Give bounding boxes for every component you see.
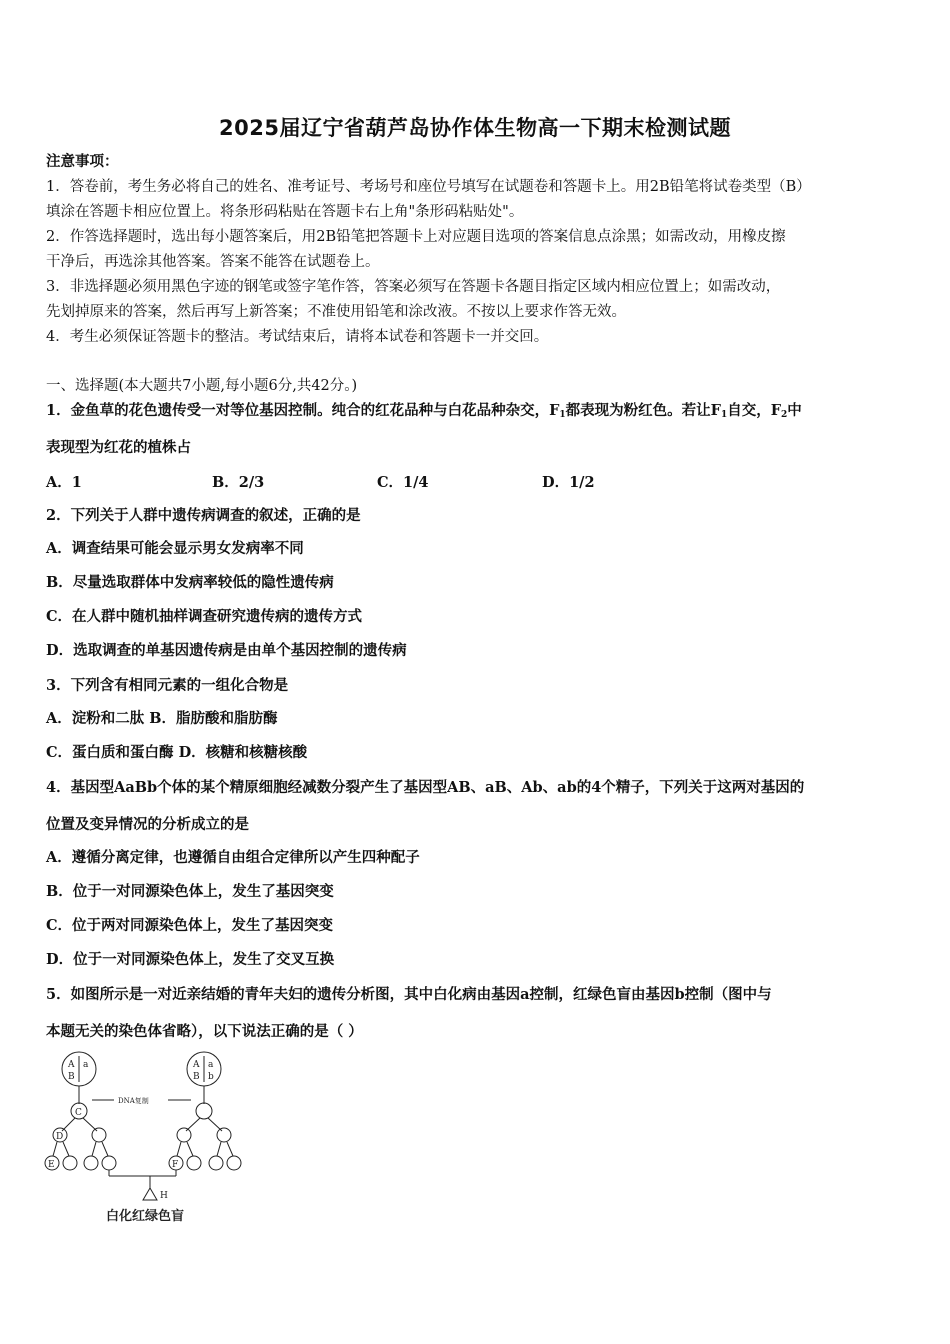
question-5-stem-line2: 本题无关的染色体省略），以下说法正确的是（ ） bbox=[46, 1023, 363, 1040]
gene-label: A bbox=[68, 1060, 75, 1070]
cell bbox=[102, 1156, 116, 1170]
option-d[interactable]: D．1/2 bbox=[542, 474, 595, 491]
question-5-stem: 5．如图所示是一对近亲结婚的青年夫妇的遗传分析图，其中白化病由基因a控制，红绿色盲由基因b控制（图中与 bbox=[46, 986, 772, 1003]
label-f: F bbox=[172, 1160, 179, 1170]
option-c[interactable]: C．1/4 bbox=[377, 474, 429, 491]
q1-f: F bbox=[549, 402, 560, 419]
label-e: E bbox=[48, 1160, 55, 1170]
gene-label: a bbox=[83, 1060, 89, 1070]
notice-heading: 注意事项： bbox=[46, 153, 119, 170]
q1-f: F bbox=[710, 402, 721, 419]
label-c: C bbox=[75, 1108, 82, 1118]
cell bbox=[92, 1128, 106, 1142]
q1-sub2: 2 bbox=[781, 410, 788, 420]
option-b[interactable]: B．尽量选取群体中发病率较低的隐性遗传病 bbox=[46, 574, 334, 591]
branch bbox=[227, 1142, 233, 1156]
option-ab[interactable]: A．淀粉和二肽 B．脂肪酸和脂肪酶 bbox=[46, 710, 278, 727]
option-b[interactable]: B．位于一对同源染色体上，发生了基因突变 bbox=[46, 883, 334, 900]
q1-sub1: 1 bbox=[559, 410, 566, 420]
option-a[interactable]: A．1 bbox=[46, 474, 82, 491]
option-d[interactable]: D．选取调查的单基因遗传病是由单个基因控制的遗传病 bbox=[46, 642, 407, 659]
option-a[interactable]: A．遵循分离定律，也遵循自由组合定律所以产生四种配子 bbox=[46, 849, 420, 866]
label-d: D bbox=[56, 1132, 64, 1142]
q1-text-b: 都表现为粉红色。若让 bbox=[565, 402, 711, 419]
notice-line: 3．非选择题必须用黑色字迹的钢笔或签字笔作答，答案必须写在答题卡各题目指定区域内相应位置上；如需改动， bbox=[46, 279, 781, 295]
question-4-stem: 4．基因型AaBb个体的某个精原细胞经减数分裂产生了基因型AB、aB、Ab、ab的4个精子，下列关于这两对基因的 bbox=[46, 779, 805, 796]
notice-line: 1．答卷前，考生务必将自己的姓名、准考证号、考场号和座位号填写在试题卷和答题卡上。用2B铅笔将试卷类型（B） bbox=[46, 179, 811, 195]
cell-right-2 bbox=[196, 1103, 212, 1119]
section-heading: 一、选择题(本大题共7小题,每小题6分,共42分。) bbox=[46, 378, 358, 394]
question-2-stem: 2．下列关于人群中遗传病调查的叙述，正确的是 bbox=[46, 507, 361, 524]
label-h: H bbox=[160, 1191, 168, 1201]
option-cd[interactable]: C．蛋白质和蛋白酶 D．核糖和核糖核酸 bbox=[46, 744, 308, 761]
notice-line: 填涂在答题卡相应位置上。将条形码粘贴在答题卡右上角"条形码粘贴处"。 bbox=[46, 204, 524, 220]
gene-label: B bbox=[193, 1072, 200, 1082]
cell bbox=[217, 1128, 231, 1142]
option-b[interactable]: B．2/3 bbox=[212, 474, 265, 491]
page-title: 2025届辽宁省葫芦岛协作体生物高一下期末检测试题 bbox=[219, 116, 731, 140]
question-3-stem: 3．下列含有相同元素的一组化合物是 bbox=[46, 677, 289, 694]
branch bbox=[187, 1142, 193, 1156]
q1-text-c: 自交， bbox=[727, 402, 771, 419]
branch bbox=[177, 1142, 181, 1156]
cell bbox=[187, 1156, 201, 1170]
option-c[interactable]: C．位于两对同源染色体上，发生了基因突变 bbox=[46, 917, 334, 934]
branch bbox=[102, 1142, 108, 1156]
figure-caption: 白化红绿色盲 bbox=[106, 1209, 185, 1224]
option-c[interactable]: C．在人群中随机抽样调查研究遗传病的遗传方式 bbox=[46, 608, 363, 625]
genetic-diagram bbox=[40, 1048, 255, 1228]
notice-line: 干净后，再选涂其他答案。答案不能答在试题卷上。 bbox=[46, 254, 380, 270]
gene-label: b bbox=[208, 1072, 214, 1082]
q1-sub1: 1 bbox=[720, 410, 728, 420]
option-a[interactable]: A．调查结果可能会显示男女发病率不同 bbox=[46, 540, 304, 557]
notice-line: 2．作答选择题时，选出每小题答案后，用2B铅笔把答题卡上对应题目选项的答案信息点涂黑；如需改动，用橡皮擦 bbox=[46, 229, 786, 245]
cell bbox=[63, 1156, 77, 1170]
gene-label: A bbox=[193, 1060, 200, 1070]
dna-label: DNA复制 bbox=[118, 1097, 149, 1105]
notice-line: 4．考生必须保证答题卡的整洁。考试结束后，请将本试卷和答题卡一并交回。 bbox=[46, 329, 549, 345]
q1-text-d: 中 bbox=[787, 402, 802, 419]
option-d[interactable]: D．位于一对同源染色体上，发生了交叉互换 bbox=[46, 951, 335, 968]
cell bbox=[227, 1156, 241, 1170]
q1-f: F bbox=[770, 402, 782, 419]
question-4-stem-line2: 位置及变异情况的分析成立的是 bbox=[46, 816, 249, 833]
notice-line: 先划掉原来的答案，然后再写上新答案；不准使用铅笔和涂改液。不按以上要求作答无效。 bbox=[46, 304, 626, 320]
cell bbox=[84, 1156, 98, 1170]
branch bbox=[92, 1142, 96, 1156]
gene-label: a bbox=[208, 1060, 214, 1070]
q1-text-a: 1．金鱼草的花色遗传受一对等位基因控制。纯合的红花品种与白花品种杂交， bbox=[46, 402, 550, 419]
question-1-stem bbox=[46, 401, 908, 425]
question-1-stem-line2: 表现型为红花的植株占 bbox=[46, 439, 191, 456]
cell bbox=[177, 1128, 191, 1142]
zygote-h bbox=[143, 1188, 157, 1200]
branch bbox=[53, 1142, 57, 1156]
cell bbox=[209, 1156, 223, 1170]
branch bbox=[63, 1142, 69, 1156]
branch bbox=[217, 1142, 221, 1156]
gene-label: B bbox=[68, 1072, 75, 1082]
